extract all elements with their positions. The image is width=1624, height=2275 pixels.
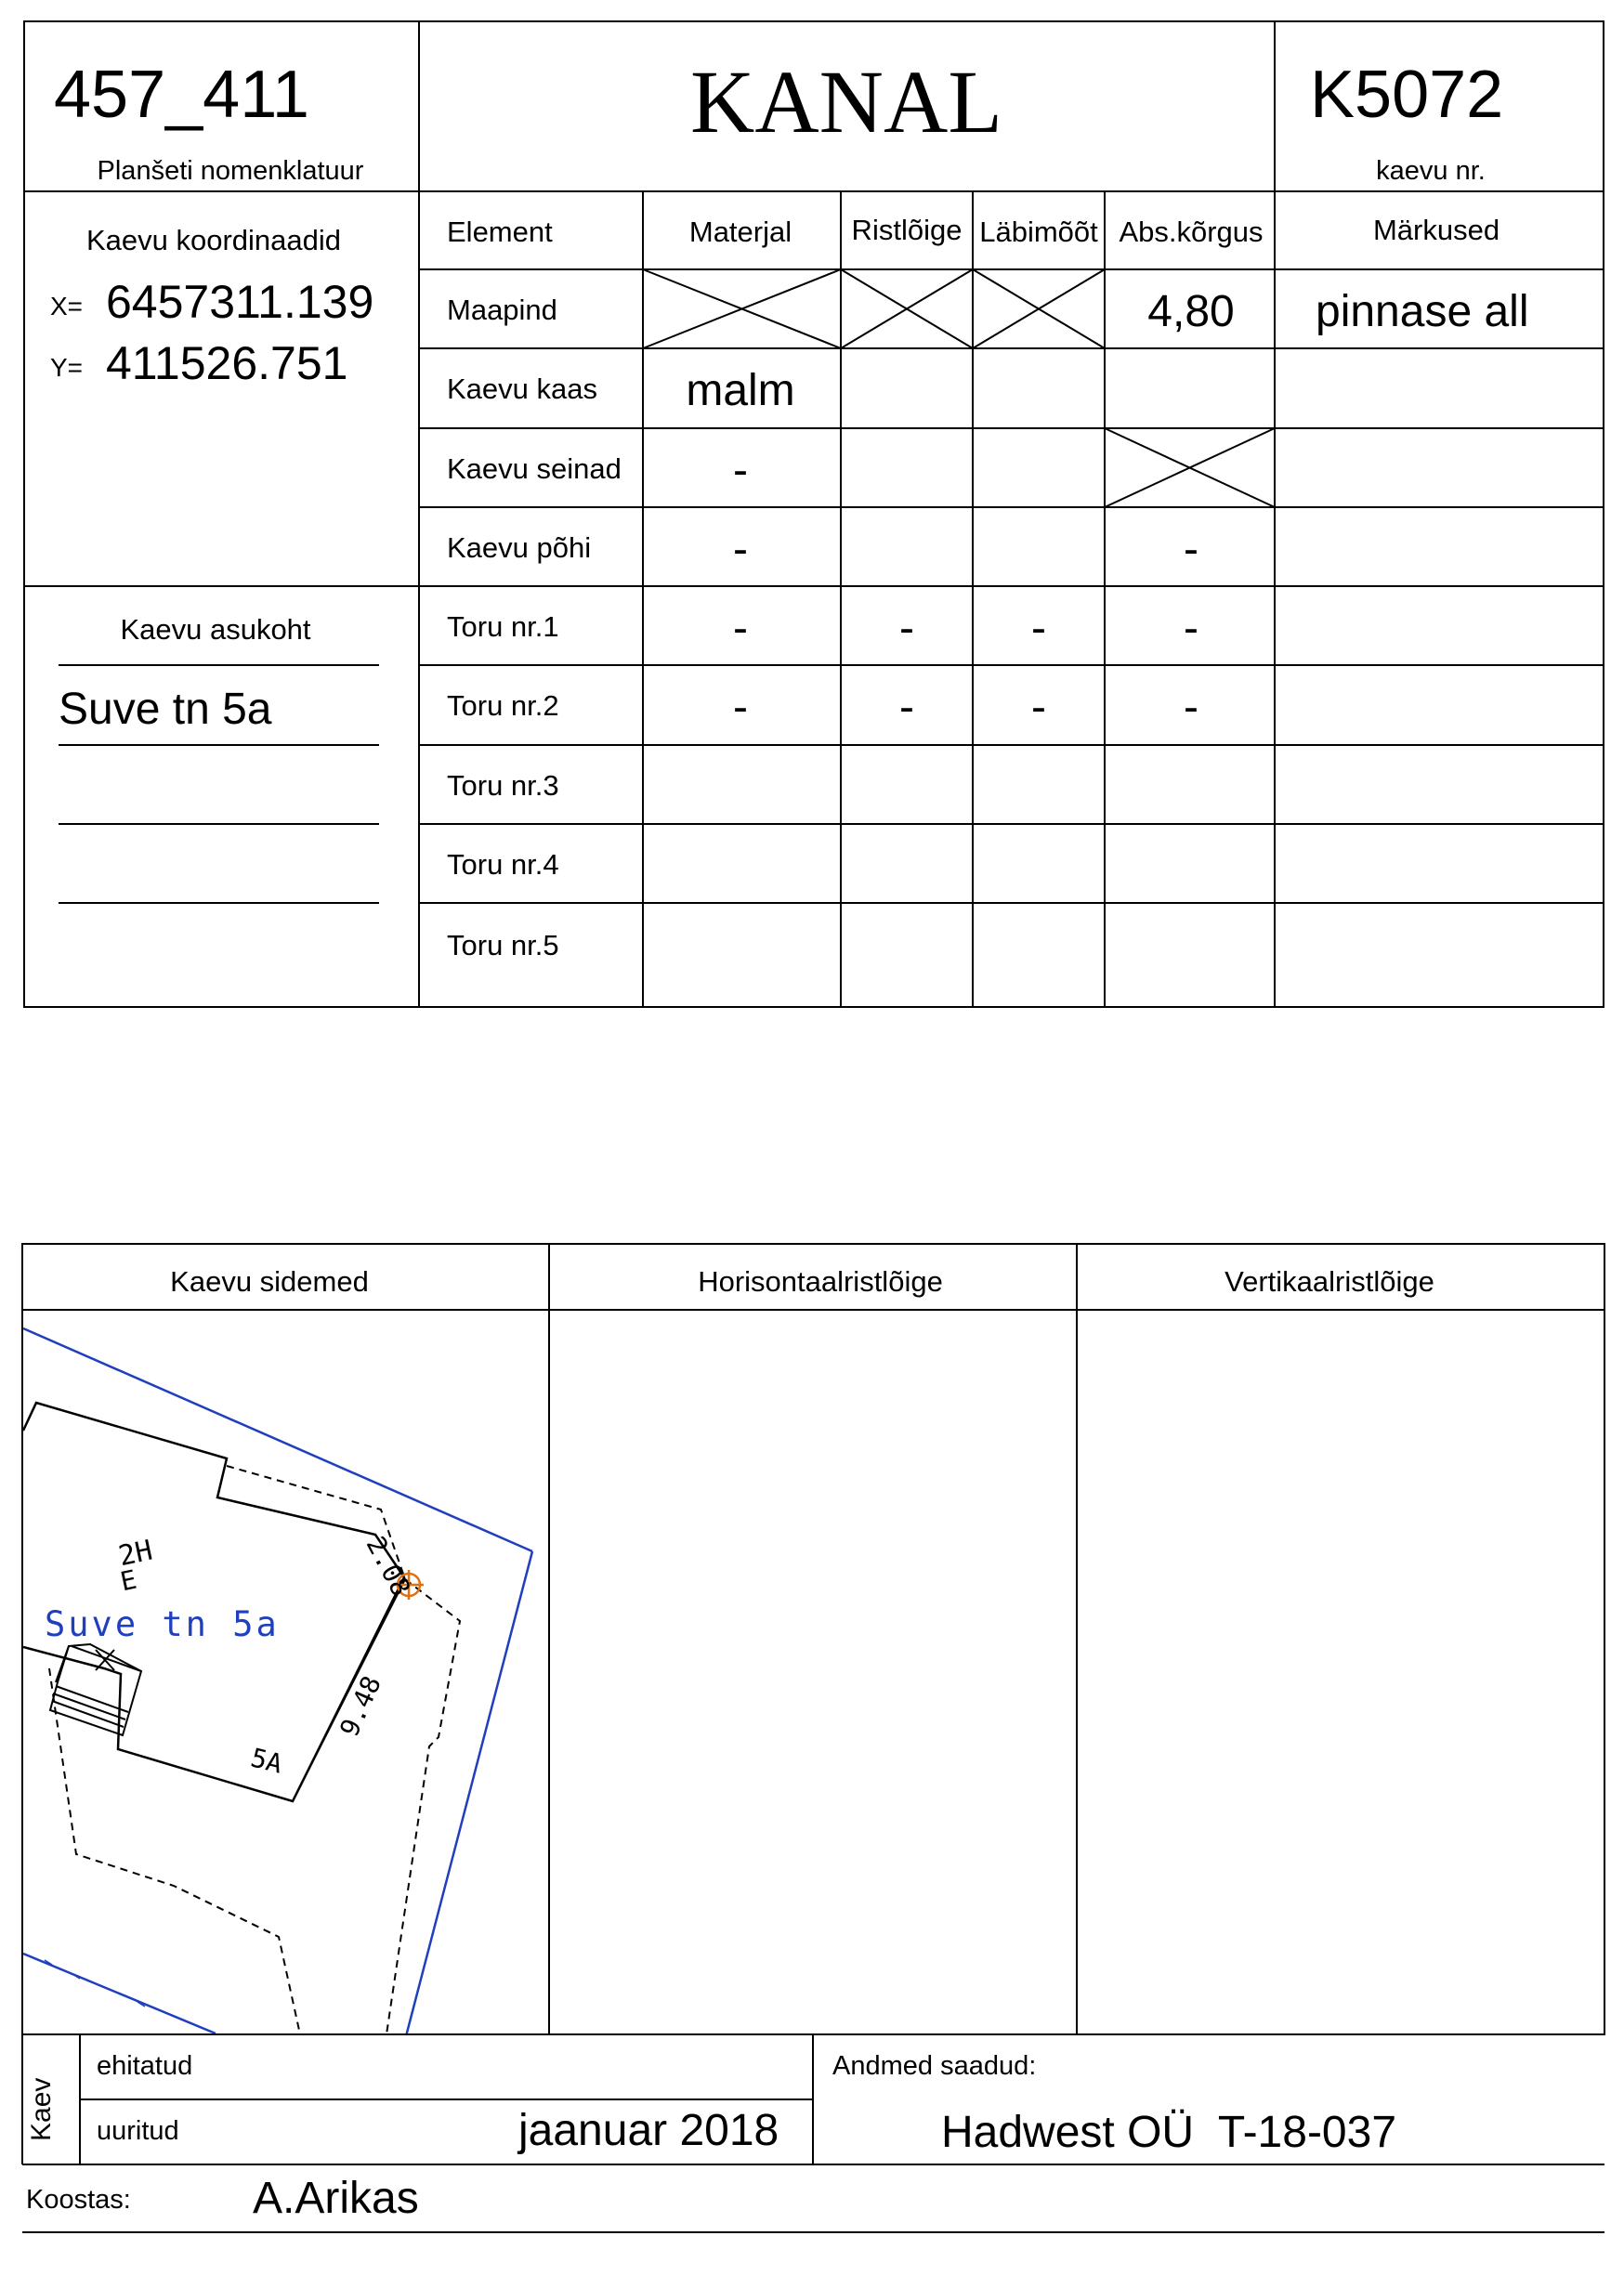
map-distance-1: 2.08 <box>360 1531 417 1602</box>
cell-section: - <box>899 604 914 653</box>
building-outline <box>23 1403 404 1801</box>
location-line-1: Suve tn 5a <box>59 685 272 734</box>
data-source-label: Andmed saadud: <box>832 2051 1037 2081</box>
cell-material: - <box>733 683 748 732</box>
built-label: ehitatud <box>97 2051 193 2081</box>
cell-height: 4,80 <box>1147 287 1235 336</box>
header-notes: Märkused <box>1372 214 1500 246</box>
coordinates-label: Kaevu koordinaadid <box>85 224 342 256</box>
well-number-value: K5072 <box>1310 58 1504 132</box>
cell-height: - <box>1184 683 1198 732</box>
row-element-label: Toru nr.1 <box>447 610 559 643</box>
page-title: KANAL <box>690 52 1002 151</box>
cell-diameter: - <box>1031 683 1046 732</box>
boundary-line <box>406 1551 532 2036</box>
data-source-value: Hadwest OÜ T-18-037 <box>941 2108 1397 2157</box>
cell-diameter: - <box>1031 604 1046 653</box>
y-coordinate: 411526.751 <box>106 337 348 389</box>
header-element: Element <box>447 216 553 248</box>
header-material: Materjal <box>688 216 792 248</box>
row-element-label: Toru nr.2 <box>447 689 559 722</box>
well-number-label: kaevu nr. <box>1376 156 1486 186</box>
tab-horizontal-section: Horisontaalristlõige <box>698 1265 943 1298</box>
cell-height: - <box>1184 604 1198 653</box>
row-element-label: Maapind <box>447 294 557 326</box>
surveyed-label: uuritud <box>97 2116 179 2146</box>
cell-material: - <box>733 525 748 574</box>
row-element-label: Toru nr.5 <box>447 929 559 961</box>
row-element-label: Toru nr.3 <box>447 769 559 802</box>
cell-material: malm <box>686 366 795 415</box>
stairs-symbol <box>50 1644 141 1735</box>
author-label: Koostas: <box>26 2185 131 2215</box>
author-value: A.Arikas <box>253 2174 419 2223</box>
map-distance-2: 9.48 <box>334 1671 387 1742</box>
boundary-line <box>23 1328 532 1551</box>
row-element-label: Kaevu seinad <box>447 452 622 485</box>
x-label: X= <box>50 292 84 320</box>
row-element-label: Kaevu põhi <box>447 531 592 564</box>
tab-vertical-section: Vertikaalristlõige <box>1225 1265 1434 1298</box>
cell-height: - <box>1184 525 1198 574</box>
map-building-code: 2H <box>115 1534 156 1574</box>
surveyed-value: jaanuar 2018 <box>518 2106 779 2155</box>
cell-material: - <box>733 446 748 495</box>
row-element-label: Toru nr.4 <box>447 848 559 881</box>
row-element-label: Kaevu kaas <box>447 373 597 405</box>
header-section: Ristlõige <box>851 214 963 246</box>
side-label: Kaev <box>26 2077 57 2141</box>
y-label: Y= <box>50 353 84 382</box>
header-height: Abs.kõrgus <box>1119 216 1264 248</box>
map-street-label: Suve tn 5a <box>45 1604 280 1644</box>
cell-notes: pinnase all <box>1316 287 1529 336</box>
map-building-code-2: E <box>117 1563 140 1598</box>
cell-section: - <box>899 683 914 732</box>
x-coordinate: 6457311.139 <box>106 276 374 328</box>
cell-material: - <box>733 604 748 653</box>
map-house-number: 5A <box>247 1742 286 1780</box>
nomenclature-value: 457_411 <box>54 58 309 132</box>
header-diameter: Läbimõõt <box>979 216 1098 248</box>
boundary-line <box>23 1954 216 2033</box>
measure-line <box>293 1579 405 1801</box>
tab-well-links: Kaevu sidemed <box>170 1265 369 1298</box>
location-label: Kaevu asukoht <box>120 613 311 646</box>
nomenclature-label: Planšeti nomenklatuur <box>97 156 364 186</box>
